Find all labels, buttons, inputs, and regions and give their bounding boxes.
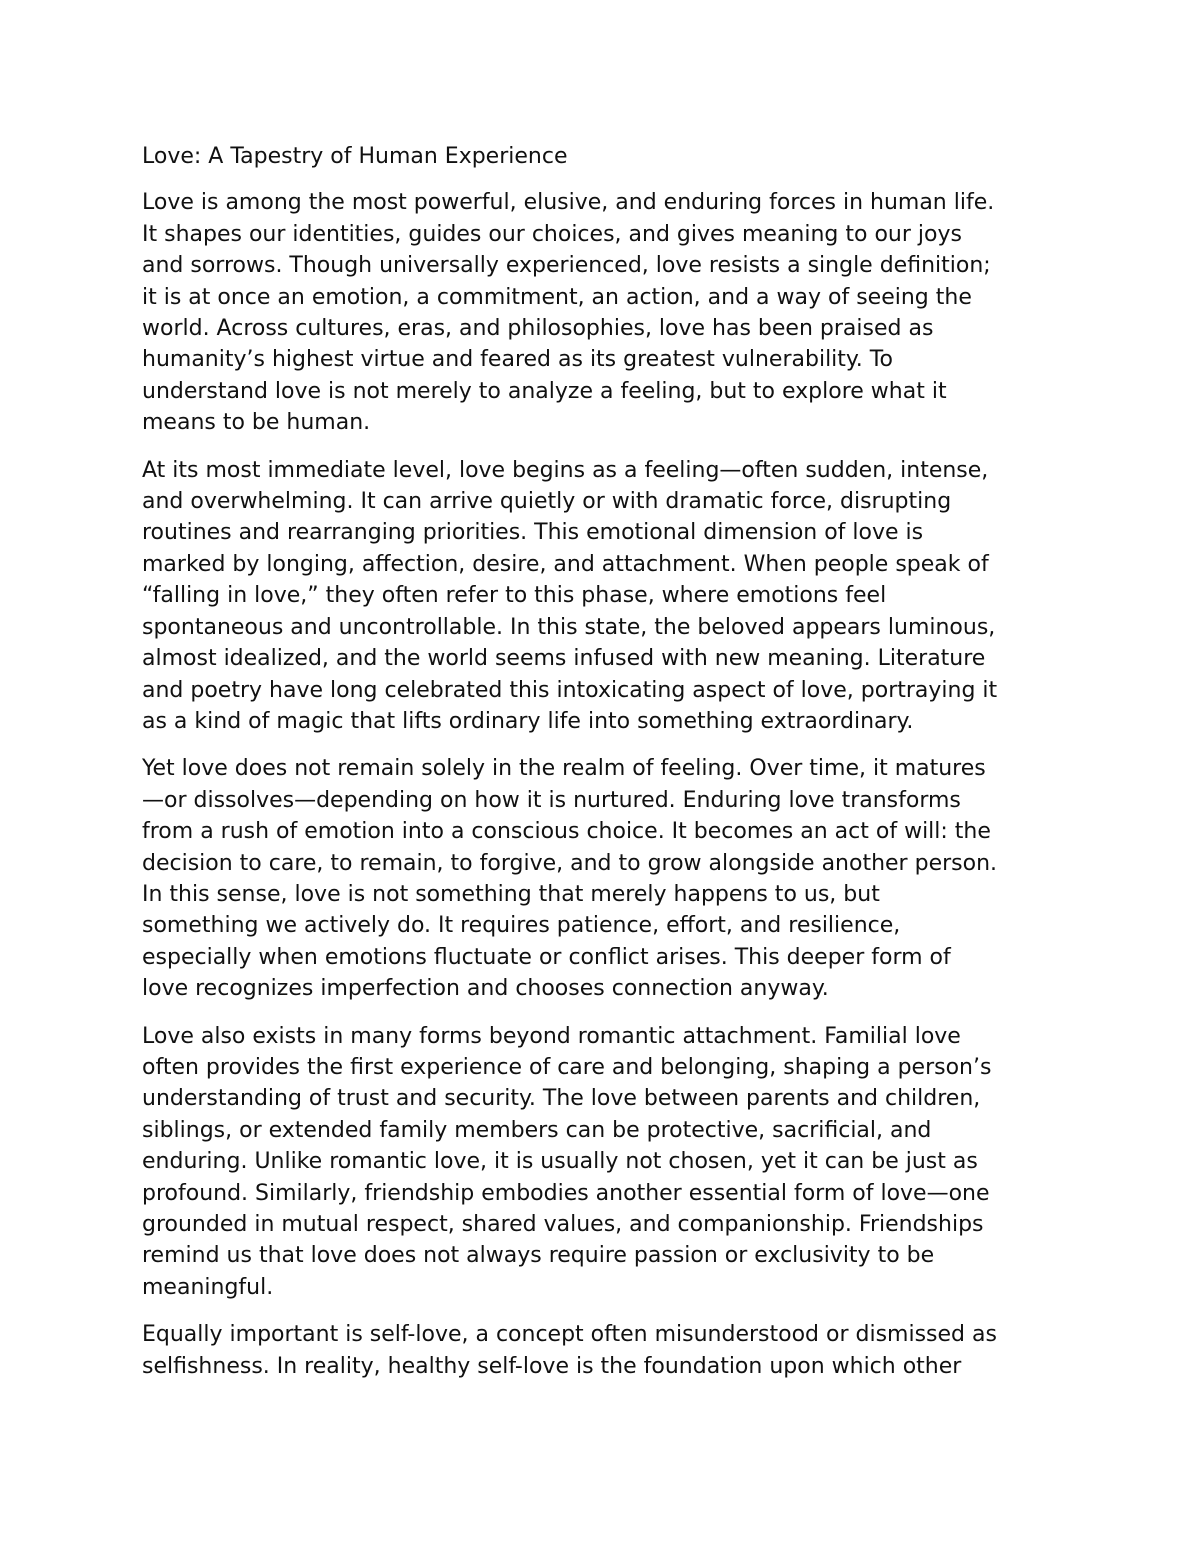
text-line: Yet love does not remain solely in the realm of feeling. Over time, it matures — [142, 756, 986, 782]
text-line: profound. Similarly, friendship embodies another essential form of love—one — [142, 1180, 990, 1206]
document-page — [142, 141, 1082, 1398]
text-line: remind us that love does not always require passion or exclusivity to be — [142, 1243, 935, 1269]
text-line: Equally important is self-love, a concept often misunderstood or dismissed as — [142, 1322, 997, 1348]
text-line: meaningful. — [142, 1274, 274, 1300]
text-line: and sorrows. Though universally experienced, love resists a single definition; — [142, 253, 991, 279]
paragraph — [142, 1021, 1082, 1304]
text-line: understand love is not merely to analyze a feeling, but to explore what it — [142, 378, 947, 404]
text-line: selfishness. In reality, healthy self-love is the foundation upon which other — [142, 1353, 962, 1379]
document-title: Love: A Tapestry of Human Experience — [142, 144, 568, 169]
text-line: In this sense, love is not something that merely happens to us, but — [142, 881, 880, 907]
text-line: as a kind of magic that lifts ordinary life into something extraordinary. — [142, 708, 914, 734]
paragraph — [142, 753, 1082, 1004]
paragraph — [142, 1319, 1082, 1382]
text-line: Love also exists in many forms beyond romantic attachment. Familial love — [142, 1023, 961, 1049]
text-line: routines and rearranging priorities. This emotional dimension of love is — [142, 520, 924, 546]
text-line: marked by longing, affection, desire, and attachment. When people speak of — [142, 551, 989, 577]
text-line: spontaneous and uncontrollable. In this state, the beloved appears luminous, — [142, 614, 996, 640]
text-line: and poetry have long celebrated this intoxicating aspect of love, portraying it — [142, 677, 998, 703]
text-line: grounded in mutual respect, shared values, and companionship. Friendships — [142, 1212, 984, 1237]
text-line: world. Across cultures, eras, and philosophies, love has been praised as — [142, 316, 934, 342]
text-line: and overwhelming. It can arrive quietly or with dramatic force, disrupting — [142, 489, 952, 515]
text-line: Love is among the most powerful, elusive, and enduring forces in human life. — [142, 190, 995, 216]
text-line: almost idealized, and the world seems infused with new meaning. Literature — [142, 646, 986, 672]
text-line: understanding of trust and security. The love between parents and children, — [142, 1086, 981, 1112]
text-line: “falling in love,” they often refer to this phase, where emotions feel — [142, 583, 887, 609]
text-line: humanity’s highest virtue and feared as its greatest vulnerability. To — [142, 347, 893, 373]
text-line: something we actively do. It requires patience, effort, and resilience, — [142, 913, 901, 939]
text-line: At its most immediate level, love begins as a feeling—often sudden, intense, — [142, 457, 989, 483]
text-line: enduring. Unlike romantic love, it is usually not chosen, yet it can be just as — [142, 1149, 978, 1175]
text-line: especially when emotions fluctuate or conflict arises. This deeper form of — [142, 944, 951, 970]
text-line: It shapes our identities, guides our choices, and gives meaning to our joys — [142, 221, 962, 247]
paragraph — [142, 455, 1082, 738]
text-line: from a rush of emotion into a conscious choice. It becomes an act of will: the — [142, 819, 991, 845]
text-line: siblings, or extended family members can be protective, sacrificial, and — [142, 1117, 932, 1143]
document-body — [142, 187, 1082, 1382]
text-line: love recognizes imperfection and chooses connection anyway. — [142, 976, 829, 1002]
paragraph — [142, 187, 1082, 438]
text-line: often provides the first experience of care and belonging, shaping a person’s — [142, 1054, 992, 1080]
text-line: —or dissolves—depending on how it is nurtured. Enduring love transforms — [142, 787, 961, 813]
text-line: decision to care, to remain, to forgive, and to grow alongside another person. — [142, 850, 998, 876]
text-line: means to be human. — [142, 410, 371, 436]
text-line: it is at once an emotion, a commitment, an action, and a way of seeing the — [142, 284, 972, 310]
